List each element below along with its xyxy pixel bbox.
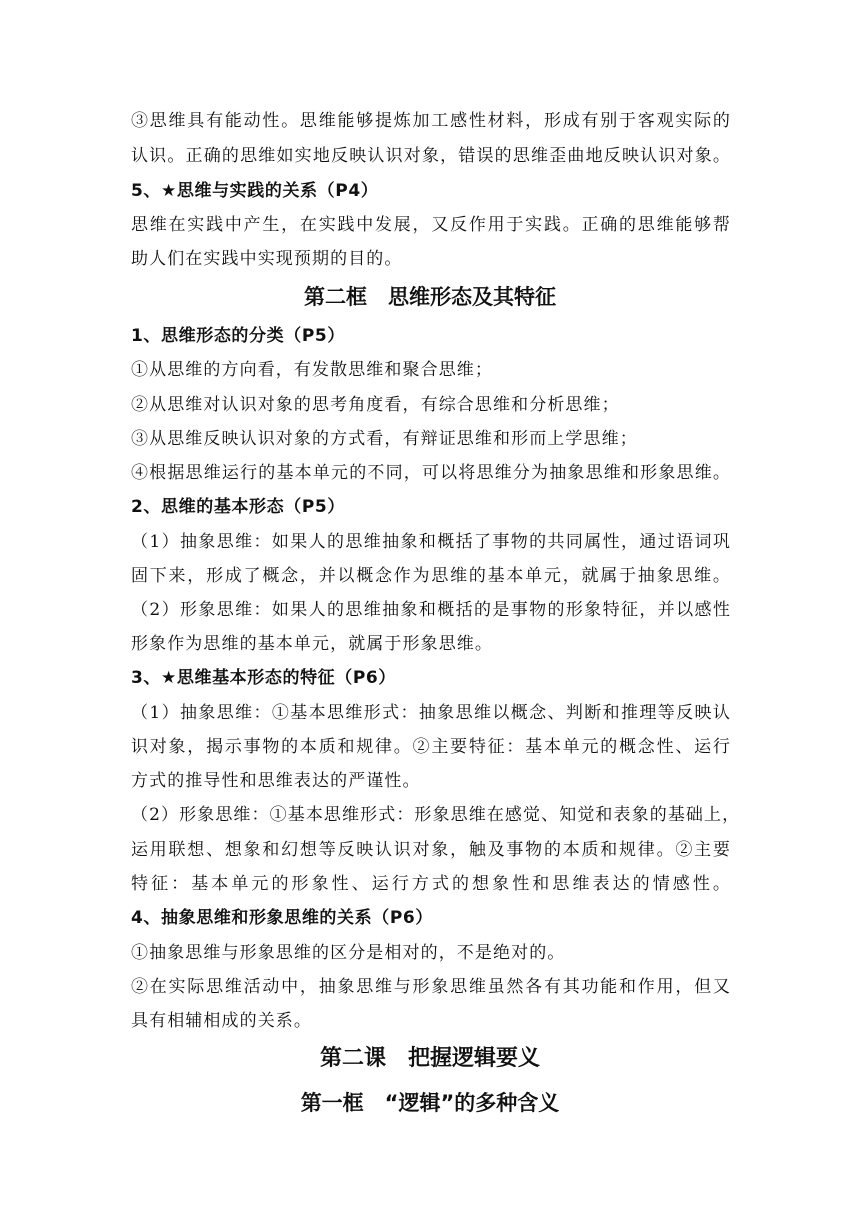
section-heading-4: 4、抽象思维和形象思维的关系（P6） <box>131 908 433 928</box>
list-item: ②从思维对认识对象的思考角度看，有综合思维和分析思维； <box>131 395 620 415</box>
paragraph-line: 助人们在实践中实现预期的目的。 <box>131 249 403 269</box>
section-heading-5: 5、★思维与实践的关系（P4） <box>131 181 379 201</box>
paragraph-line: 认识。正确的思维如实地反映认识对象，错误的思维歪曲地反映认识对象。 <box>131 146 731 166</box>
list-item: ④根据思维运行的基本单元的不同，可以将思维分为抽象思维和形象思维。 <box>131 463 731 483</box>
paragraph-line: 特征：基本单元的形象性、运行方式的想象性和思维表达的情感性。 <box>131 874 731 894</box>
paragraph-line: 识对象，揭示事物的本质和规律。②主要特征：基本单元的概念性、运行 <box>131 737 731 757</box>
paragraph-line: 具有相辅相成的关系。 <box>131 1011 312 1031</box>
frame-title: 第二框 思维形态及其特征 <box>304 285 556 309</box>
paragraph-line: （2）形象思维：如果人的思维抽象和概括的是事物的形象特征，并以感性 <box>131 600 731 620</box>
section-heading-2: 2、思维的基本形态（P5） <box>131 497 345 517</box>
list-item: ②在实际思维活动中，抽象思维与形象思维虽然各有其功能和作用，但又 <box>131 977 731 997</box>
list-item: ①从思维的方向看，有发散思维和聚合思维； <box>131 360 493 380</box>
list-item: ③从思维反映认识对象的方式看，有辩证思维和形而上学思维； <box>131 429 638 449</box>
paragraph-line: （1）抽象思维：如果人的思维抽象和概括了事物的共同属性，通过语词巩 <box>131 532 731 552</box>
frame-title: 第一框 “逻辑”的多种含义 <box>300 1091 560 1115</box>
paragraph-line: 思维在实践中产生，在实践中发展，又反作用于实践。正确的思维能够帮 <box>131 215 731 235</box>
paragraph-line: 运用联想、想象和幻想等反映认识对象，触及事物的本质和规律。②主要 <box>131 840 731 860</box>
paragraph-line: 固下来，形成了概念，并以概念作为思维的基本单元，就属于抽象思维。 <box>131 566 731 586</box>
paragraph-line: （2）形象思维：①基本思维形式：形象思维在感觉、知觉和表象的基础上， <box>131 805 741 825</box>
list-item: ①抽象思维与形象思维的区分是相对的，不是绝对的。 <box>131 943 566 963</box>
paragraph-line: 形象作为思维的基本单元，就属于形象思维。 <box>131 634 493 654</box>
section-heading-3: 3、★思维基本形态的特征（P6） <box>131 668 396 688</box>
lesson-title: 第二课 把握逻辑要义 <box>319 1046 540 1071</box>
paragraph-line: ③思维具有能动性。思维能够提炼加工感性材料，形成有别于客观实际的 <box>131 111 731 131</box>
paragraph-line: （1）抽象思维：①基本思维形式：抽象思维以概念、判断和推理等反映认 <box>131 703 731 723</box>
paragraph-line: 方式的推导性和思维表达的严谨性。 <box>131 771 421 791</box>
section-heading-1: 1、思维形态的分类（P5） <box>131 326 345 346</box>
